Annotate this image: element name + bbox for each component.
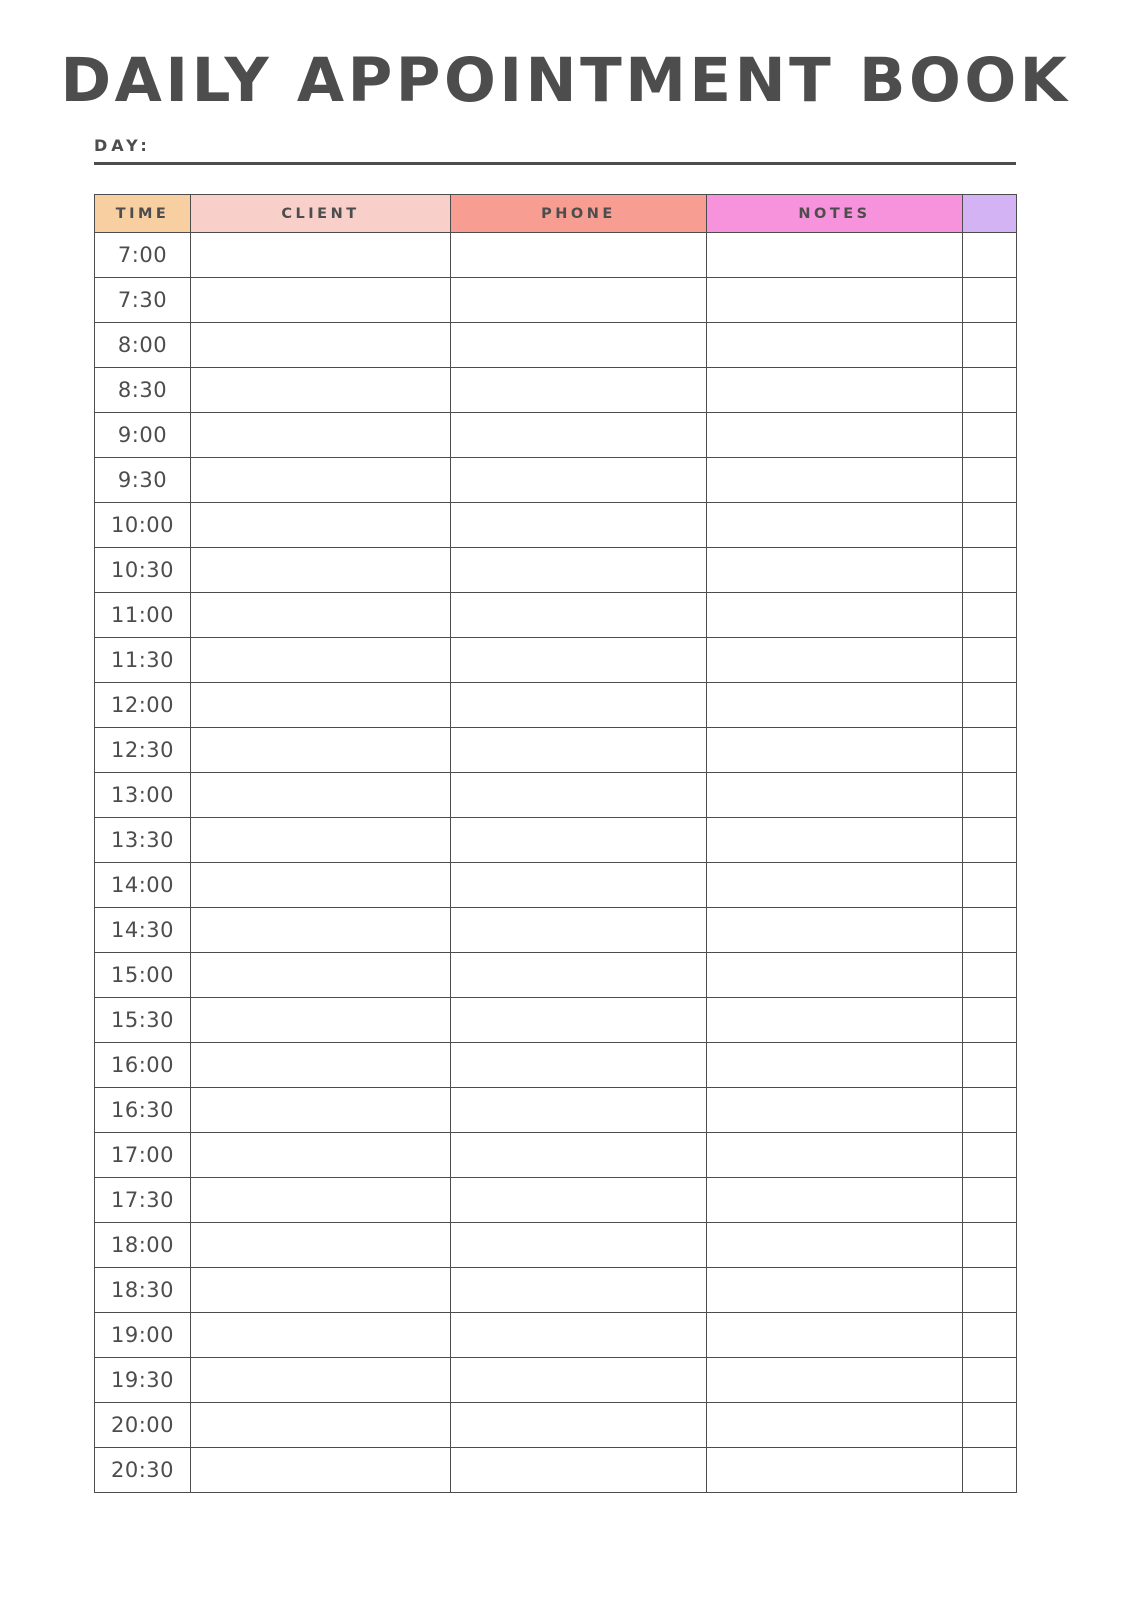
cell-phone[interactable] <box>451 818 707 863</box>
cell-time: 8:00 <box>95 323 191 368</box>
cell-client[interactable] <box>191 368 451 413</box>
cell-notes[interactable] <box>707 1448 963 1493</box>
appointments-table <box>94 194 1017 1493</box>
cell-phone[interactable] <box>451 1088 707 1133</box>
cell-phone[interactable] <box>451 1358 707 1403</box>
cell-time: 16:30 <box>95 1088 191 1133</box>
cell-extra[interactable] <box>963 503 1017 548</box>
cell-notes[interactable] <box>707 1043 963 1088</box>
cell-extra[interactable] <box>963 1133 1017 1178</box>
cell-client[interactable] <box>191 458 451 503</box>
cell-client[interactable] <box>191 593 451 638</box>
cell-client[interactable] <box>191 278 451 323</box>
cell-client[interactable] <box>191 1133 451 1178</box>
cell-time: 12:00 <box>95 683 191 728</box>
cell-phone[interactable] <box>451 1178 707 1223</box>
cell-notes[interactable] <box>707 728 963 773</box>
cell-phone[interactable] <box>451 953 707 998</box>
cell-time: 14:30 <box>95 908 191 953</box>
cell-client[interactable] <box>191 233 451 278</box>
cell-notes[interactable] <box>707 1133 963 1178</box>
cell-time: 12:30 <box>95 728 191 773</box>
table-row <box>95 728 1017 773</box>
column-header-client: CLIENT <box>191 195 451 233</box>
cell-time: 7:30 <box>95 278 191 323</box>
cell-phone[interactable] <box>451 458 707 503</box>
cell-time: 9:00 <box>95 413 191 458</box>
table-row <box>95 233 1017 278</box>
cell-notes[interactable] <box>707 413 963 458</box>
cell-time: 10:30 <box>95 548 191 593</box>
column-header-time: TIME <box>95 195 191 233</box>
table-row <box>95 458 1017 503</box>
cell-phone[interactable] <box>451 1043 707 1088</box>
cell-notes[interactable] <box>707 818 963 863</box>
table-row <box>95 773 1017 818</box>
cell-client[interactable] <box>191 773 451 818</box>
cell-time: 19:00 <box>95 1313 191 1358</box>
cell-extra[interactable] <box>963 773 1017 818</box>
cell-phone[interactable] <box>451 683 707 728</box>
cell-phone[interactable] <box>451 773 707 818</box>
cell-extra[interactable] <box>963 908 1017 953</box>
cell-time: 19:30 <box>95 1358 191 1403</box>
cell-notes[interactable] <box>707 368 963 413</box>
cell-time: 15:00 <box>95 953 191 998</box>
cell-time: 16:00 <box>95 1043 191 1088</box>
cell-notes[interactable] <box>707 863 963 908</box>
cell-client[interactable] <box>191 908 451 953</box>
cell-time: 17:00 <box>95 1133 191 1178</box>
cell-notes[interactable] <box>707 1223 963 1268</box>
cell-phone[interactable] <box>451 593 707 638</box>
cell-extra[interactable] <box>963 683 1017 728</box>
cell-client[interactable] <box>191 1223 451 1268</box>
cell-phone[interactable] <box>451 998 707 1043</box>
cell-notes[interactable] <box>707 1358 963 1403</box>
cell-time: 11:00 <box>95 593 191 638</box>
cell-notes[interactable] <box>707 1403 963 1448</box>
table-row <box>95 1088 1017 1133</box>
cell-time: 11:30 <box>95 638 191 683</box>
cell-notes[interactable] <box>707 998 963 1043</box>
cell-time: 20:00 <box>95 1403 191 1448</box>
cell-client[interactable] <box>191 323 451 368</box>
cell-extra[interactable] <box>963 1223 1017 1268</box>
cell-extra[interactable] <box>963 1313 1017 1358</box>
cell-extra[interactable] <box>963 1448 1017 1493</box>
cell-notes[interactable] <box>707 1088 963 1133</box>
table-row <box>95 863 1017 908</box>
cell-phone[interactable] <box>451 1448 707 1493</box>
cell-notes[interactable] <box>707 953 963 998</box>
cell-time: 20:30 <box>95 1448 191 1493</box>
cell-notes[interactable] <box>707 1268 963 1313</box>
cell-extra[interactable] <box>963 413 1017 458</box>
cell-time: 14:00 <box>95 863 191 908</box>
cell-client[interactable] <box>191 548 451 593</box>
cell-time: 13:00 <box>95 773 191 818</box>
cell-notes[interactable] <box>707 323 963 368</box>
table-header-row <box>95 195 1017 233</box>
cell-extra[interactable] <box>963 368 1017 413</box>
cell-notes[interactable] <box>707 908 963 953</box>
cell-phone[interactable] <box>451 233 707 278</box>
cell-notes[interactable] <box>707 638 963 683</box>
column-header-phone: PHONE <box>451 195 707 233</box>
table-row <box>95 1043 1017 1088</box>
table-row <box>95 1313 1017 1358</box>
cell-client[interactable] <box>191 1403 451 1448</box>
cell-phone[interactable] <box>451 908 707 953</box>
cell-extra[interactable] <box>963 998 1017 1043</box>
table-row <box>95 323 1017 368</box>
cell-extra[interactable] <box>963 1088 1017 1133</box>
column-header-notes: NOTES <box>707 195 963 233</box>
table-body <box>95 233 1017 1493</box>
table-row <box>95 413 1017 458</box>
table-row <box>95 548 1017 593</box>
cell-time: 18:30 <box>95 1268 191 1313</box>
cell-notes[interactable] <box>707 593 963 638</box>
cell-notes[interactable] <box>707 503 963 548</box>
table-row <box>95 1178 1017 1223</box>
cell-client[interactable] <box>191 1088 451 1133</box>
cell-time: 17:30 <box>95 1178 191 1223</box>
cell-extra[interactable] <box>963 818 1017 863</box>
cell-phone[interactable] <box>451 638 707 683</box>
cell-client[interactable] <box>191 638 451 683</box>
cell-client[interactable] <box>191 818 451 863</box>
table-row <box>95 1448 1017 1493</box>
cell-notes[interactable] <box>707 278 963 323</box>
table-row <box>95 818 1017 863</box>
cell-extra[interactable] <box>963 1178 1017 1223</box>
cell-client[interactable] <box>191 1358 451 1403</box>
cell-time: 8:30 <box>95 368 191 413</box>
table-row <box>95 638 1017 683</box>
cell-extra[interactable] <box>963 323 1017 368</box>
cell-phone[interactable] <box>451 1268 707 1313</box>
cell-notes[interactable] <box>707 773 963 818</box>
day-label: DAY: <box>94 136 151 155</box>
cell-extra[interactable] <box>963 278 1017 323</box>
table-row <box>95 908 1017 953</box>
cell-extra[interactable] <box>963 638 1017 683</box>
cell-client[interactable] <box>191 503 451 548</box>
cell-extra[interactable] <box>963 548 1017 593</box>
cell-time: 9:30 <box>95 458 191 503</box>
cell-notes[interactable] <box>707 1313 963 1358</box>
table-row <box>95 278 1017 323</box>
cell-client[interactable] <box>191 683 451 728</box>
cell-client[interactable] <box>191 1178 451 1223</box>
table-row <box>95 593 1017 638</box>
cell-phone[interactable] <box>451 728 707 773</box>
cell-phone[interactable] <box>451 278 707 323</box>
table-row <box>95 1133 1017 1178</box>
cell-time: 18:00 <box>95 1223 191 1268</box>
cell-phone[interactable] <box>451 368 707 413</box>
cell-client[interactable] <box>191 728 451 773</box>
table-row <box>95 683 1017 728</box>
cell-client[interactable] <box>191 1313 451 1358</box>
cell-extra[interactable] <box>963 1358 1017 1403</box>
cell-phone[interactable] <box>451 1313 707 1358</box>
cell-time: 10:00 <box>95 503 191 548</box>
cell-phone[interactable] <box>451 1223 707 1268</box>
cell-extra[interactable] <box>963 233 1017 278</box>
table-row <box>95 1358 1017 1403</box>
cell-time: 15:30 <box>95 998 191 1043</box>
cell-notes[interactable] <box>707 233 963 278</box>
cell-phone[interactable] <box>451 323 707 368</box>
cell-time: 7:00 <box>95 233 191 278</box>
table-row <box>95 503 1017 548</box>
cell-extra[interactable] <box>963 1403 1017 1448</box>
cell-extra[interactable] <box>963 728 1017 773</box>
cell-client[interactable] <box>191 863 451 908</box>
table-row <box>95 1268 1017 1313</box>
cell-phone[interactable] <box>451 503 707 548</box>
cell-extra[interactable] <box>963 953 1017 998</box>
table-row <box>95 368 1017 413</box>
column-header-extra <box>963 195 1017 233</box>
cell-phone[interactable] <box>451 548 707 593</box>
table-row <box>95 998 1017 1043</box>
cell-phone[interactable] <box>451 1133 707 1178</box>
table-row <box>95 1223 1017 1268</box>
cell-extra[interactable] <box>963 458 1017 503</box>
cell-client[interactable] <box>191 413 451 458</box>
cell-phone[interactable] <box>451 1403 707 1448</box>
cell-client[interactable] <box>191 1043 451 1088</box>
cell-client[interactable] <box>191 1268 451 1313</box>
cell-client[interactable] <box>191 1448 451 1493</box>
cell-phone[interactable] <box>451 863 707 908</box>
cell-extra[interactable] <box>963 1268 1017 1313</box>
table-row <box>95 1403 1017 1448</box>
cell-client[interactable] <box>191 953 451 998</box>
cell-extra[interactable] <box>963 1043 1017 1088</box>
cell-client[interactable] <box>191 998 451 1043</box>
day-field-row <box>94 136 1016 165</box>
cell-extra[interactable] <box>963 593 1017 638</box>
cell-notes[interactable] <box>707 458 963 503</box>
cell-notes[interactable] <box>707 683 963 728</box>
cell-notes[interactable] <box>707 1178 963 1223</box>
table-row <box>95 953 1017 998</box>
cell-phone[interactable] <box>451 413 707 458</box>
page-title: DAILY APPOINTMENT BOOK <box>60 45 1071 116</box>
cell-notes[interactable] <box>707 548 963 593</box>
cell-time: 13:30 <box>95 818 191 863</box>
cell-extra[interactable] <box>963 863 1017 908</box>
